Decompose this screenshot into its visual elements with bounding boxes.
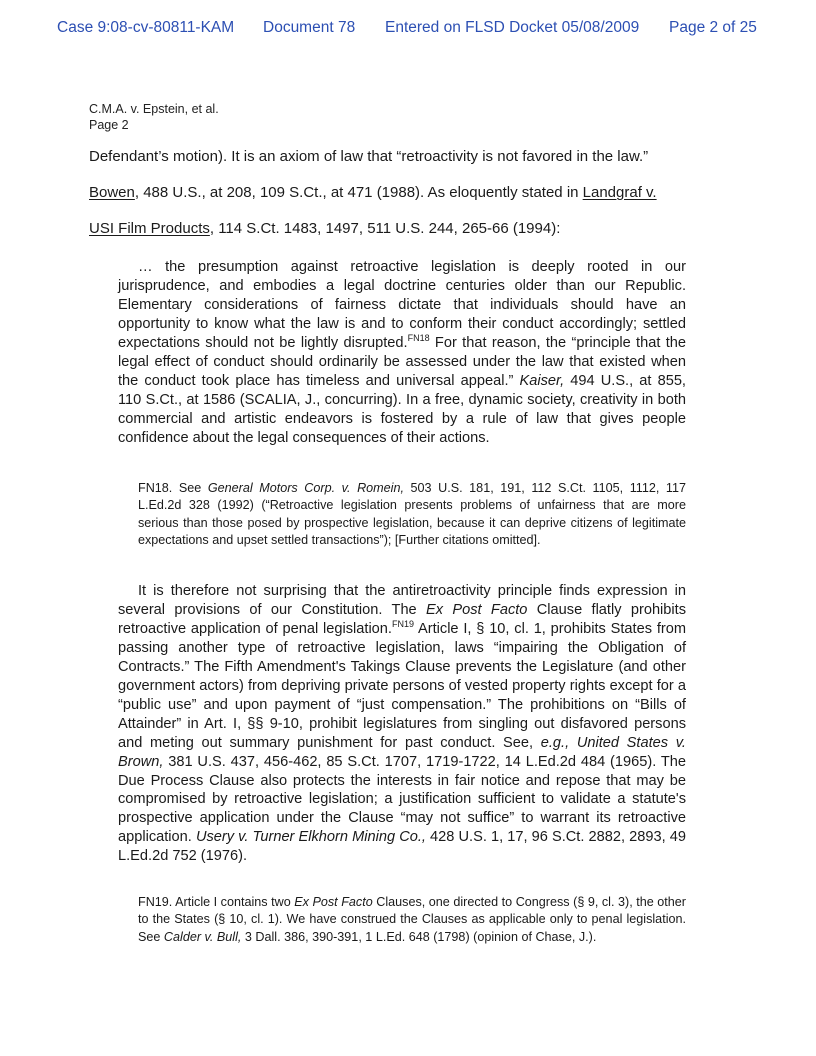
case-caption [89, 101, 219, 133]
case-number: Case 9:08-cv-80811-KAM [57, 19, 235, 36]
caption-title: C.M.A. v. Epstein, et al. [89, 102, 219, 116]
body-line-3: USI Film Products, 114 S.Ct. 1483, 1497, 511 U.S. 244, 265-66 (1994): [89, 220, 561, 237]
body-line-2: Bowen, 488 U.S., at 208, 109 S.Ct., at 471 (1988). As eloquently stated in Landgraf v. [89, 184, 657, 201]
footnote-ref-18: FN18 [407, 332, 430, 343]
block-quote-landgraf: … the presumption against retroactive legislation is deeply rooted in our jurisprudence, and embodies a legal doctrine centuries older than our Republic. Elementary considerations of fairness dictate that individuals should have an opportunity to know what the law is and to conform their conduct accordingly; settled expectations should not be lightly disrupted.$^{FN18}$ For that reason, the “principle that the legal effect of conduct should ordinarily be assessed under the law that existed when the conduct took place has timeless and universal appeal.” Kaiser, 494 U.S., at 855, 110 S.Ct., at 1586 (SCALIA, J., concurring). In a free, dynamic society, creativity in both commercial and artistic endeavors is fostered by a rule of law that gives people confidence about the legal consequences of their actions. [118, 259, 687, 446]
citation-usery: Usery v. Turner Elkhorn Mining Co., [195, 829, 426, 846]
page-count: Page 2 of 25 [669, 19, 757, 36]
citation-kaiser: Kaiser, [519, 372, 565, 389]
block-quote-antiretroactivity: It is therefore not surprising that the antiretroactivity principle finds expression in several provisions of our Constitution. The Ex Post Facto Clause flatly prohibits retroactive application of penal legislation.$^{FN19}$ Article I, § 10, cl. 1, prohibits States from passing another type of retroactive legislation, laws “impairing the Obligation of Contracts.” The Fifth Amendment's Takings Clause prevents the Legislature (and other government actors) from depriving private persons of vested property rights except for a “public use” and upon payment of “just compensation.” The prohibitions on “Bills of Attainder” in Art. I, §§ 9-10, prohibit legislatures from singling out disfavored persons and meting out summary punishment for past conduct. See, e.g., United States v. Brown, 381 U.S. 437, 456-462, 85 S.Ct. 1707, 1719-1722, 14 L.Ed.2d 484 (1965). The Due Process Clause also protects the interests in fair notice and repose that may be compromised by retroactive legislation; a justification sufficient to validate a statute's prospective application under the Clause “may not suffice” to warrant its retroactive application. Usery v. Turner Elkhorn Mining Co., 428 U.S. 1, 17, 96 S.Ct. 2882, 2893, 49 L.Ed.2d 752 (1976). [118, 583, 687, 865]
citation-usi-film: USI Film Products [89, 220, 210, 237]
citation-us-v-brown: e.g., United States v. Brown, [118, 734, 686, 770]
docket-entry: Entered on FLSD Docket 05/08/2009 [385, 19, 640, 36]
footnote-ref-19: FN19 [391, 618, 414, 629]
citation-landgraf: Landgraf v. [582, 184, 657, 201]
citation-bowen: Bowen [89, 184, 135, 201]
footnote-18: FN18. See General Motors Corp. v. Romein, 503 U.S. 181, 191, 112 S.Ct. 1105, 1112, 117 L.Ed.2d 328 (1992) (“Retroactive legislation presents problems of unfairness that are more serious than those posed by prospective legislation, because it can deprive citizens of legitimate expectations and upset settled transactions”); [Further citations omitted]. [138, 481, 686, 548]
caption-page: Page 2 [89, 118, 129, 132]
footnote-19: FN19. Article I contains two Ex Post Facto Clauses, one directed to Congress (§ 9, cl. 3), the other to the States (§ 10, cl. 1). We have construed the Clauses as applicable only to penal legislation. See Calder v. Bull, 3 Dall. 386, 390-391, 1 L.Ed. 648 (1798) (opinion of Chase, J.). [138, 895, 686, 944]
citation-gm-romein: General Motors Corp. v. Romein, [207, 481, 404, 495]
document-number: Document 78 [263, 19, 356, 36]
body-line-1: Defendant’s motion). It is an axiom of law that “retroactivity is not favored in the law.” [89, 148, 649, 165]
citation-calder: Calder v. Bull, [163, 929, 242, 944]
